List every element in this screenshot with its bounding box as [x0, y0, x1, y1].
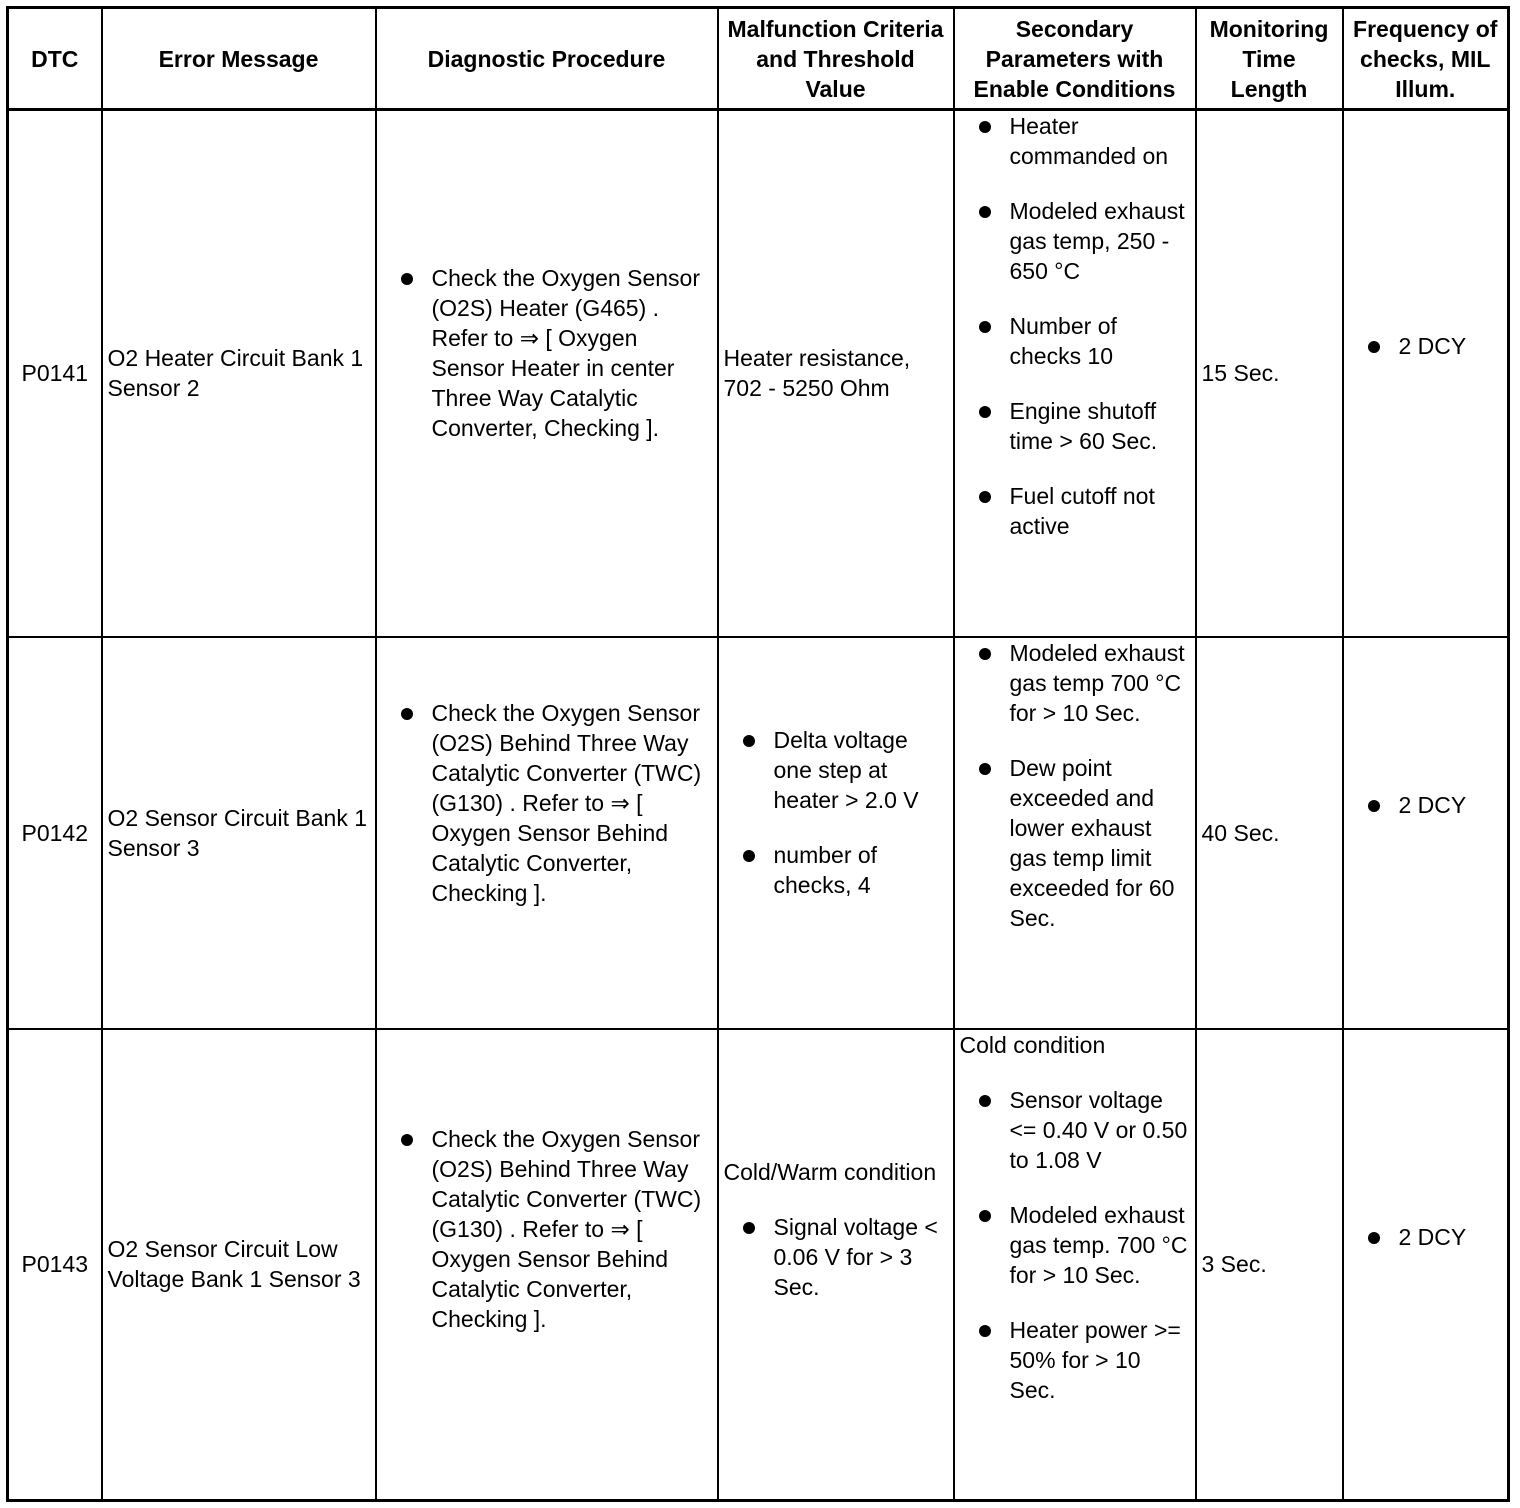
header-diagnostic-procedure: Diagnostic Procedure [376, 8, 718, 110]
error-message: O2 Heater Circuit Bank 1 Sensor 2 [102, 110, 376, 637]
secondary-bullet: Number of checks 10 [960, 311, 1190, 371]
monitoring-time: 40 Sec. [1196, 637, 1343, 1029]
malfunction-bullet: Delta voltage one step at heater > 2.0 V [724, 725, 948, 815]
secondary-parameters [954, 1029, 1196, 1501]
diagnostic-procedure [376, 110, 718, 637]
secondary-bullet: Heater commanded on [960, 111, 1190, 171]
monitoring-time: 3 Sec. [1196, 1029, 1343, 1501]
diagnostic-procedure [376, 1029, 718, 1501]
diagnostic-procedure [376, 637, 718, 1029]
dtc-code: P0142 [8, 637, 102, 1029]
secondary-bullet: Heater power >= 50% for > 10 Sec. [960, 1315, 1190, 1405]
table-row [8, 110, 1509, 637]
secondary-bullet: Fuel cutoff not active [960, 481, 1190, 541]
malfunction-bullet: Signal voltage < 0.06 V for > 3 Sec. [724, 1212, 948, 1302]
error-message: O2 Sensor Circuit Bank 1 Sensor 3 [102, 637, 376, 1029]
secondary-parameters [954, 637, 1196, 1029]
header-row [8, 8, 1509, 110]
secondary-parameters [954, 110, 1196, 637]
secondary-bullet: Modeled exhaust gas temp. 700 °C for > 10 Sec. [960, 1200, 1190, 1290]
dtc-code: P0141 [8, 110, 102, 637]
header-dtc: DTC [8, 8, 102, 110]
malfunction-criteria [718, 1029, 954, 1501]
header-malfunction-criteria: Malfunction Criteria and Threshold Value [718, 8, 954, 110]
malfunction-criteria [718, 637, 954, 1029]
dtc-table [6, 6, 1510, 1502]
frequency [1343, 110, 1509, 637]
secondary-bullet: Sensor voltage <= 0.40 V or 0.50 to 1.08 V [960, 1085, 1190, 1175]
frequency-bullet: 2 DCY [1349, 790, 1503, 820]
malfunction-note: Cold/Warm condition [723, 1158, 937, 1185]
monitoring-time: 15 Sec. [1196, 110, 1343, 637]
procedure-bullet: Check the Oxygen Sensor (O2S) Heater (G465) . Refer to ⇒ [ Oxygen Sensor Heater in center Three Way Catalytic Converter, Checking ]. [382, 263, 712, 443]
frequency-bullet: 2 DCY [1349, 1222, 1503, 1252]
secondary-bullet: Dew point exceeded and lower exhaust gas temp limit exceeded for 60 Sec. [960, 753, 1190, 933]
procedure-bullet: Check the Oxygen Sensor (O2S) Behind Three Way Catalytic Converter (TWC) (G130) . Refer to ⇒ [ Oxygen Sensor Behind Catalytic Converter, Checking ]. [382, 698, 712, 908]
frequency [1343, 637, 1509, 1029]
secondary-bullet: Modeled exhaust gas temp, 250 - 650 °C [960, 196, 1190, 286]
secondary-bullet: Modeled exhaust gas temp 700 °C for > 10 Sec. [960, 638, 1190, 728]
frequency-bullet: 2 DCY [1349, 331, 1503, 361]
malfunction-bullet: number of checks, 4 [724, 840, 948, 900]
malfunction-criteria: Heater resistance, 702 - 5250 Ohm [718, 110, 954, 637]
header-secondary-parameters: Secondary Parameters with Enable Conditions [954, 8, 1196, 110]
secondary-note: Cold condition [959, 1031, 1106, 1058]
header-frequency: Frequency of checks, MIL Illum. [1343, 8, 1509, 110]
header-error-message: Error Message [102, 8, 376, 110]
table-row [8, 1029, 1509, 1501]
table-row [8, 637, 1509, 1029]
procedure-bullet: Check the Oxygen Sensor (O2S) Behind Three Way Catalytic Converter (TWC) (G130) . Refer to ⇒ [ Oxygen Sensor Behind Catalytic Converter, Checking ]. [382, 1124, 712, 1334]
dtc-code: P0143 [8, 1029, 102, 1501]
frequency [1343, 1029, 1509, 1501]
header-monitoring-time: Monitoring Time Length [1196, 8, 1343, 110]
secondary-bullet: Engine shutoff time > 60 Sec. [960, 396, 1190, 456]
error-message: O2 Sensor Circuit Low Voltage Bank 1 Sensor 3 [102, 1029, 376, 1501]
